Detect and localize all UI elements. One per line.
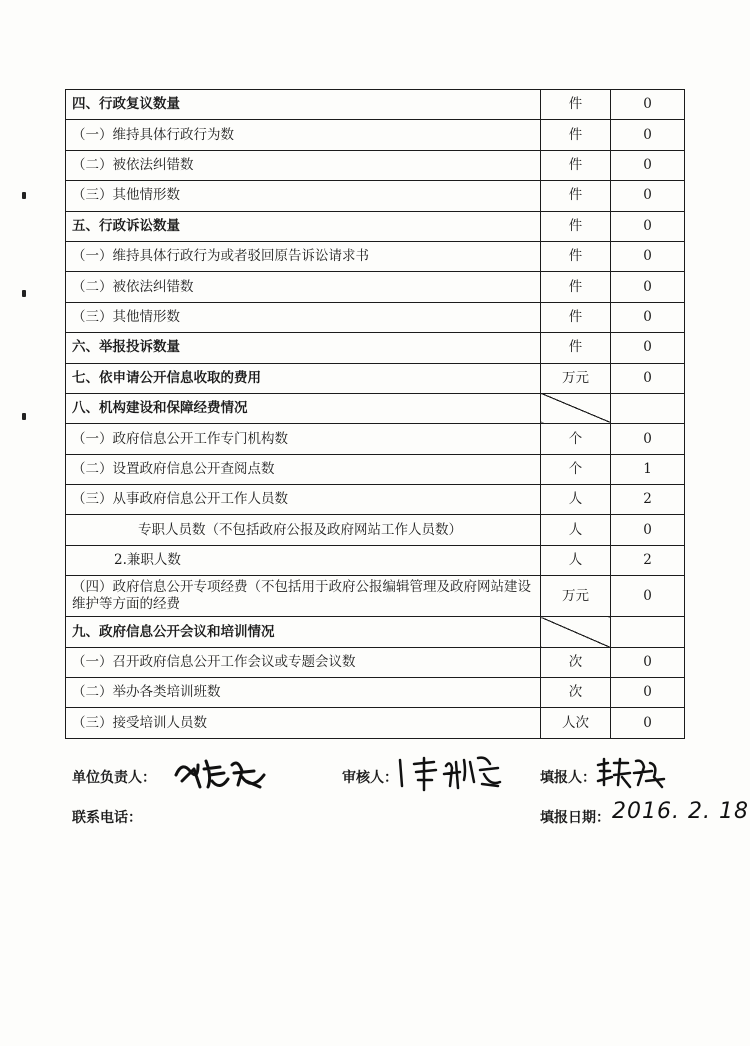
row-label: 八、机构建设和保障经费情况 <box>66 393 541 423</box>
reviewer-label: 审核人： <box>342 770 398 786</box>
reviewer-signature <box>394 752 510 792</box>
row-label: （四）政府信息公开专项经费（不包括用于政府公报编辑管理及政府网站建设维护等方面的经费 <box>66 576 541 617</box>
row-unit: 件 <box>541 241 611 271</box>
row-label: 七、依申请公开信息收取的费用 <box>66 363 541 393</box>
table-row <box>66 393 685 423</box>
row-value: 0 <box>611 647 685 677</box>
table-row <box>66 647 685 677</box>
diagonal-cell <box>541 617 611 647</box>
date-label: 填报日期： <box>540 810 610 826</box>
row-value: 0 <box>611 424 685 454</box>
phone-label: 联系电话： <box>72 810 142 826</box>
statistics-table <box>65 89 685 739</box>
row-value: 0 <box>611 333 685 363</box>
row-value: 0 <box>611 576 685 617</box>
row-value <box>611 617 685 647</box>
scan-speck <box>22 290 26 297</box>
row-unit: 件 <box>541 272 611 302</box>
row-value: 0 <box>611 363 685 393</box>
row-label: （三）其他情形数 <box>66 302 541 332</box>
row-label: （二）被依法纠错数 <box>66 150 541 180</box>
row-unit: 件 <box>541 120 611 150</box>
row-label: （二）设置政府信息公开查阅点数 <box>66 454 541 484</box>
row-unit: 次 <box>541 678 611 708</box>
row-unit: 万元 <box>541 576 611 617</box>
row-label: （二）举办各类培训班数 <box>66 678 541 708</box>
row-value <box>611 393 685 423</box>
row-label: （三）从事政府信息公开工作人员数 <box>66 485 541 515</box>
row-label: （一）政府信息公开工作专门机构数 <box>66 424 541 454</box>
row-value: 1 <box>611 454 685 484</box>
table-row <box>66 545 685 575</box>
row-label: 六、举报投诉数量 <box>66 333 541 363</box>
filler-signature <box>594 755 670 791</box>
row-unit: 万元 <box>541 363 611 393</box>
row-unit: 人 <box>541 515 611 545</box>
row-label: （一）维持具体行政行为或者驳回原告诉讼请求书 <box>66 241 541 271</box>
row-value: 0 <box>611 211 685 241</box>
table-row <box>66 454 685 484</box>
row-label: 四、行政复议数量 <box>66 90 541 120</box>
row-value: 0 <box>611 181 685 211</box>
row-label: （二）被依法纠错数 <box>66 272 541 302</box>
table-row <box>66 576 685 617</box>
row-unit: 件 <box>541 90 611 120</box>
date-value: 2016. 2. 18 <box>612 799 749 824</box>
row-value: 0 <box>611 302 685 332</box>
row-value: 0 <box>611 272 685 302</box>
row-unit: 次 <box>541 647 611 677</box>
row-label: 五、行政诉讼数量 <box>66 211 541 241</box>
scan-speck <box>22 192 26 199</box>
table-row <box>66 678 685 708</box>
row-value: 2 <box>611 485 685 515</box>
row-value: 0 <box>611 241 685 271</box>
row-label: （一）维持具体行政行为数 <box>66 120 541 150</box>
row-unit: 个 <box>541 454 611 484</box>
filler-label: 填报人： <box>540 770 596 786</box>
scan-speck <box>22 413 26 420</box>
row-value: 0 <box>611 120 685 150</box>
table-row <box>66 515 685 545</box>
row-label: （一）召开政府信息公开工作会议或专题会议数 <box>66 647 541 677</box>
row-value: 0 <box>611 515 685 545</box>
table-row <box>66 708 685 738</box>
row-value: 0 <box>611 708 685 738</box>
table-row <box>66 302 685 332</box>
table-row <box>66 150 685 180</box>
row-unit: 个 <box>541 424 611 454</box>
table-row <box>66 363 685 393</box>
table-row <box>66 485 685 515</box>
table-row <box>66 617 685 647</box>
row-value: 2 <box>611 545 685 575</box>
row-unit: 人次 <box>541 708 611 738</box>
table-row <box>66 211 685 241</box>
table-row <box>66 424 685 454</box>
table-row <box>66 90 685 120</box>
row-label: 2.兼职人数 <box>66 545 541 575</box>
row-label: 专职人员数（不包括政府公报及政府网站工作人员数） <box>66 515 541 545</box>
row-unit: 件 <box>541 181 611 211</box>
table-row <box>66 241 685 271</box>
row-value: 0 <box>611 90 685 120</box>
table-row <box>66 120 685 150</box>
table-row <box>66 333 685 363</box>
row-unit: 件 <box>541 150 611 180</box>
row-unit: 件 <box>541 333 611 363</box>
table-row <box>66 272 685 302</box>
row-unit: 人 <box>541 485 611 515</box>
unit-head-label: 单位负责人： <box>72 770 156 786</box>
diagonal-cell <box>541 393 611 423</box>
table-row <box>66 181 685 211</box>
row-value: 0 <box>611 678 685 708</box>
unit-head-signature <box>172 751 272 795</box>
row-unit: 件 <box>541 211 611 241</box>
row-label: （三）其他情形数 <box>66 181 541 211</box>
row-label: 九、政府信息公开会议和培训情况 <box>66 617 541 647</box>
row-label: （三）接受培训人员数 <box>66 708 541 738</box>
row-unit: 件 <box>541 302 611 332</box>
row-value: 0 <box>611 150 685 180</box>
row-unit: 人 <box>541 545 611 575</box>
